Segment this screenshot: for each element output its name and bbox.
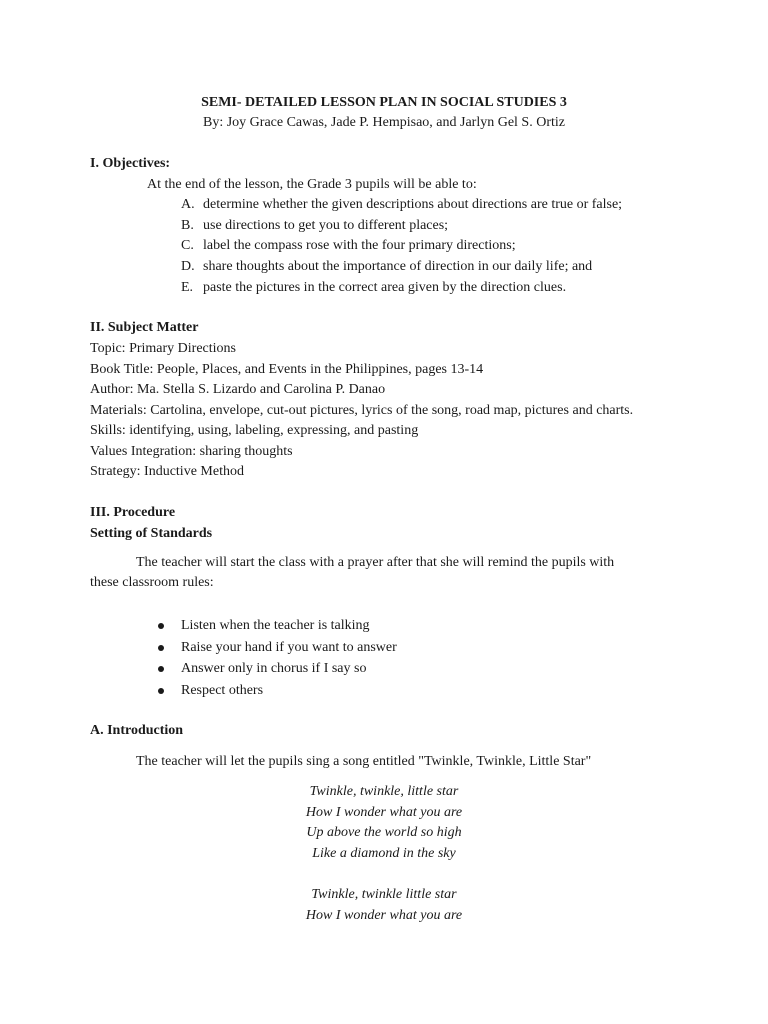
bullet-icon <box>158 688 164 694</box>
objective-text: label the compass rose with the four primary directions; <box>203 238 516 253</box>
song-line: Like a diamond in the sky <box>312 846 456 861</box>
objective-letter: C. <box>181 238 194 253</box>
bullet-icon <box>158 623 164 629</box>
objectives-heading: I. Objectives: <box>90 156 171 171</box>
objective-text: share thoughts about the importance of direction in our daily life; and <box>203 259 593 274</box>
objective-letter: D. <box>181 259 195 274</box>
subject-values: Values Integration: sharing thoughts <box>90 444 293 459</box>
rule-text: Respect others <box>181 683 264 698</box>
objective-letter: E. <box>181 280 194 295</box>
rule-text: Answer only in chorus if I say so <box>181 661 367 676</box>
objective-text: determine whether the given descriptions about directions are true or false; <box>203 197 623 212</box>
objective-text: paste the pictures in the correct area given by the direction clues. <box>203 280 567 295</box>
song-line: How I wonder what you are <box>305 805 463 820</box>
procedure-paragraph-continued: these classroom rules: <box>90 575 214 590</box>
objective-letter: A. <box>181 197 195 212</box>
objectives-intro: At the end of the lesson, the Grade 3 pupils will be able to: <box>147 177 477 192</box>
subject-strategy: Strategy: Inductive Method <box>90 464 244 479</box>
subject-skills: Skills: identifying, using, labeling, expressing, and pasting <box>90 423 419 438</box>
rule-text: Listen when the teacher is talking <box>181 618 370 633</box>
bullet-icon <box>158 645 164 651</box>
subject-matter-heading: II. Subject Matter <box>90 320 199 335</box>
song-line: Twinkle, twinkle, little star <box>309 784 459 799</box>
bullet-icon <box>158 666 164 672</box>
document-authors: By: Joy Grace Cawas, Jade P. Hempisao, and Jarlyn Gel S. Ortiz <box>203 115 565 130</box>
procedure-subheading: Setting of Standards <box>90 526 213 541</box>
procedure-paragraph: The teacher will start the class with a prayer after that she will remind the pupils with <box>136 555 615 570</box>
introduction-paragraph: The teacher will let the pupils sing a song entitled "Twinkle, Twinkle, Little Star" <box>136 754 592 769</box>
introduction-heading: A. Introduction <box>90 723 184 738</box>
objective-text: use directions to get you to different places; <box>203 218 449 233</box>
song-line: Twinkle, twinkle little star <box>311 887 457 902</box>
song-line: How I wonder what you are <box>305 908 463 923</box>
objective-letter: B. <box>181 218 194 233</box>
song-line: Up above the world so high <box>306 825 462 840</box>
procedure-heading: III. Procedure <box>90 505 176 520</box>
subject-materials: Materials: Cartolina, envelope, cut-out pictures, lyrics of the song, road map, pictures and charts. <box>90 403 634 418</box>
rule-text: Raise your hand if you want to answer <box>181 640 397 655</box>
document-title: SEMI- DETAILED LESSON PLAN IN SOCIAL STUDIES 3 <box>201 95 567 110</box>
subject-topic: Topic: Primary Directions <box>90 341 236 356</box>
subject-author: Author: Ma. Stella S. Lizardo and Carolina P. Danao <box>90 382 386 397</box>
subject-book-title: Book Title: People, Places, and Events in the Philippines, pages 13-14 <box>90 362 484 377</box>
